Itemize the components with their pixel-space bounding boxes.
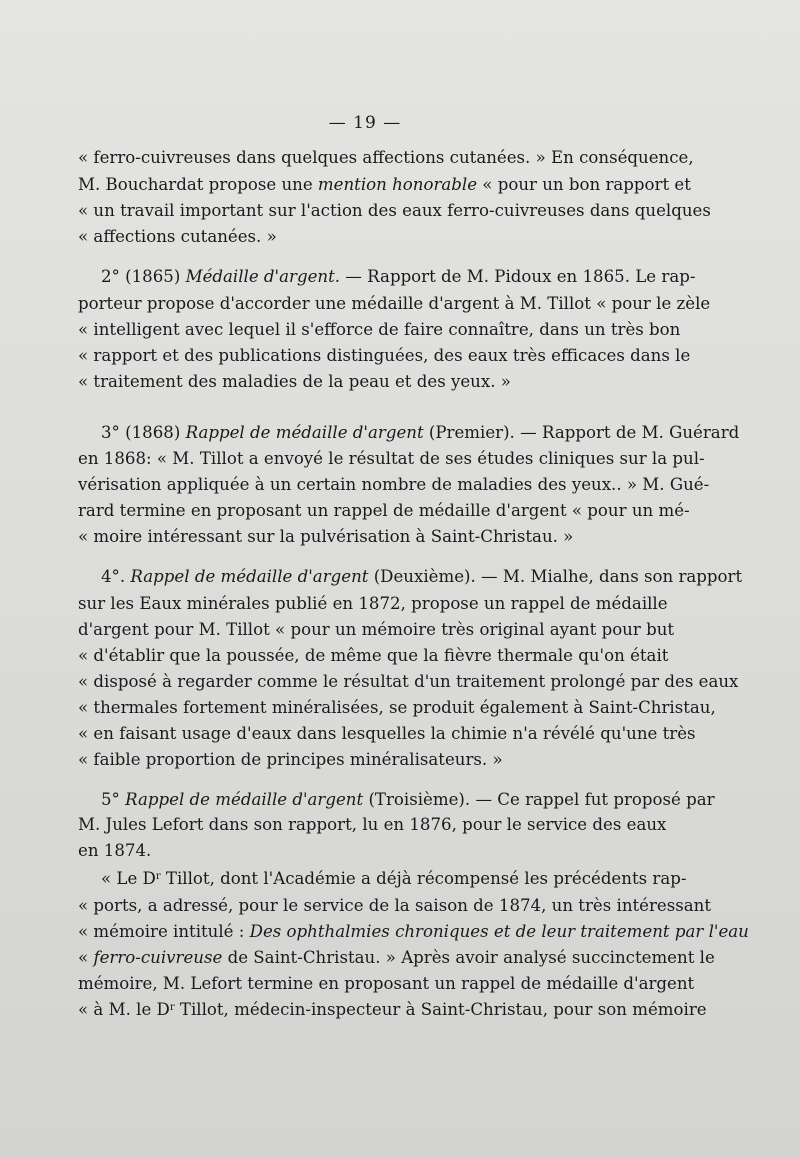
text-line: « faible proportion de principes minéralisateurs. » [78,750,503,769]
text-line: M. Jules Lefort dans son rapport, lu en 1876, pour le service des eaux [78,815,667,834]
text-line [101,267,696,287]
text-line: mémoire, M. Lefort termine en proposant un rappel de médaille d'argent [78,974,695,993]
text-line: sur les Eaux minérales publié en 1872, propose un rappel de médaille [78,594,668,613]
text-span: 3° (1868) [101,423,186,442]
text-line [101,869,687,889]
text-span: — Rapport de M. Pidoux en 1865. Le rap- [340,267,696,286]
text-line: « disposé à regarder comme le résultat d'un traitement prolongé par des eaux [78,672,739,691]
superscript: r [155,871,161,882]
italic-span: Rappel de médaille d'argent [130,567,369,586]
text-span: « mémoire intitulé : [78,922,250,941]
text-span: 4°. [101,567,131,586]
text-line: « affections cutanées. » [78,227,277,246]
text-span: « à M. le D [78,1000,170,1019]
text-line: porteur propose d'accorder une médaille d'argent à M. Tillot « pour le zèle [78,294,711,313]
text-span: Tillot, dont l'Académie a déjà récompensé les précédents rap- [160,869,687,888]
text-line: rard termine en proposant un rappel de médaille d'argent « pour un mé- [78,501,690,520]
text-span: « Le D [101,869,156,888]
text-span: Tillot, médecin-inspecteur à Saint-Christau, pour son mémoire [174,1000,707,1019]
text-line: « moire intéressant sur la pulvérisation à Saint-Christau. » [78,527,574,546]
text-span: 5° [101,790,126,809]
text-span: M. Bouchardat propose une [78,175,318,194]
text-line [101,567,743,587]
text-span: « pour un bon rapport et [477,175,691,194]
italic-span: Des ophthalmies chroniques et de leur traitement par l'eau [249,922,749,941]
text-line: « traitement des maladies de la peau et des yeux. » [78,372,511,391]
text-line [78,1000,707,1020]
text-span: « [78,948,94,967]
text-span: (Premier). — Rapport de M. Guérard [423,423,740,442]
italic-span: mention honorable [317,175,478,194]
text-span: (Deuxième). — M. Mialhe, dans son rapport [368,567,743,586]
text-line [101,790,715,810]
text-line: vérisation appliquée à un certain nombre de maladies des yeux.. » M. Gué- [78,475,710,494]
text-line: « un travail important sur l'action des eaux ferro-cuivreuses dans quelques [78,201,711,220]
page-number: — 19 — [328,113,402,133]
text-span: 2° (1865) [101,267,186,286]
text-line [78,948,715,968]
text-line [101,423,740,443]
text-span: (Troisième). — Ce rappel fut proposé par [363,790,715,809]
italic-span: Rappel de médaille d'argent [125,790,364,809]
text-line: « en faisant usage d'eaux dans lesquelles la chimie n'a révélé qu'une très [78,724,696,743]
italic-span: Médaille d'argent. [185,267,341,286]
text-line: en 1874. [78,841,152,860]
italic-span: ferro-cuivreuse [93,948,223,967]
text-line: « thermales fortement minéralisées, se produit également à Saint-Christau, [78,698,716,717]
text-line [78,922,749,942]
text-line: « d'établir que la poussée, de même que la fièvre thermale qu'on était [78,646,669,665]
text-line: « intelligent avec lequel il s'efforce de faire connaître, dans un très bon [78,320,681,339]
italic-span: Rappel de médaille d'argent [185,423,424,442]
text-span: de Saint-Christau. » Après avoir analysé succinctement le [222,948,715,967]
text-line: d'argent pour M. Tillot « pour un mémoire très original ayant pour but [78,620,675,639]
text-line [78,175,691,195]
text-line: en 1868: « M. Tillot a envoyé le résultat de ses études cliniques sur la pul- [78,449,705,468]
text-line: « ferro-cuivreuses dans quelques affections cutanées. » En conséquence, [78,148,694,167]
text-line: « ports, a adressé, pour le service de la saison de 1874, un très intéressant [78,896,712,915]
superscript: r [169,1002,175,1013]
text-line: « rapport et des publications distinguées, des eaux très efficaces dans le [78,346,691,365]
